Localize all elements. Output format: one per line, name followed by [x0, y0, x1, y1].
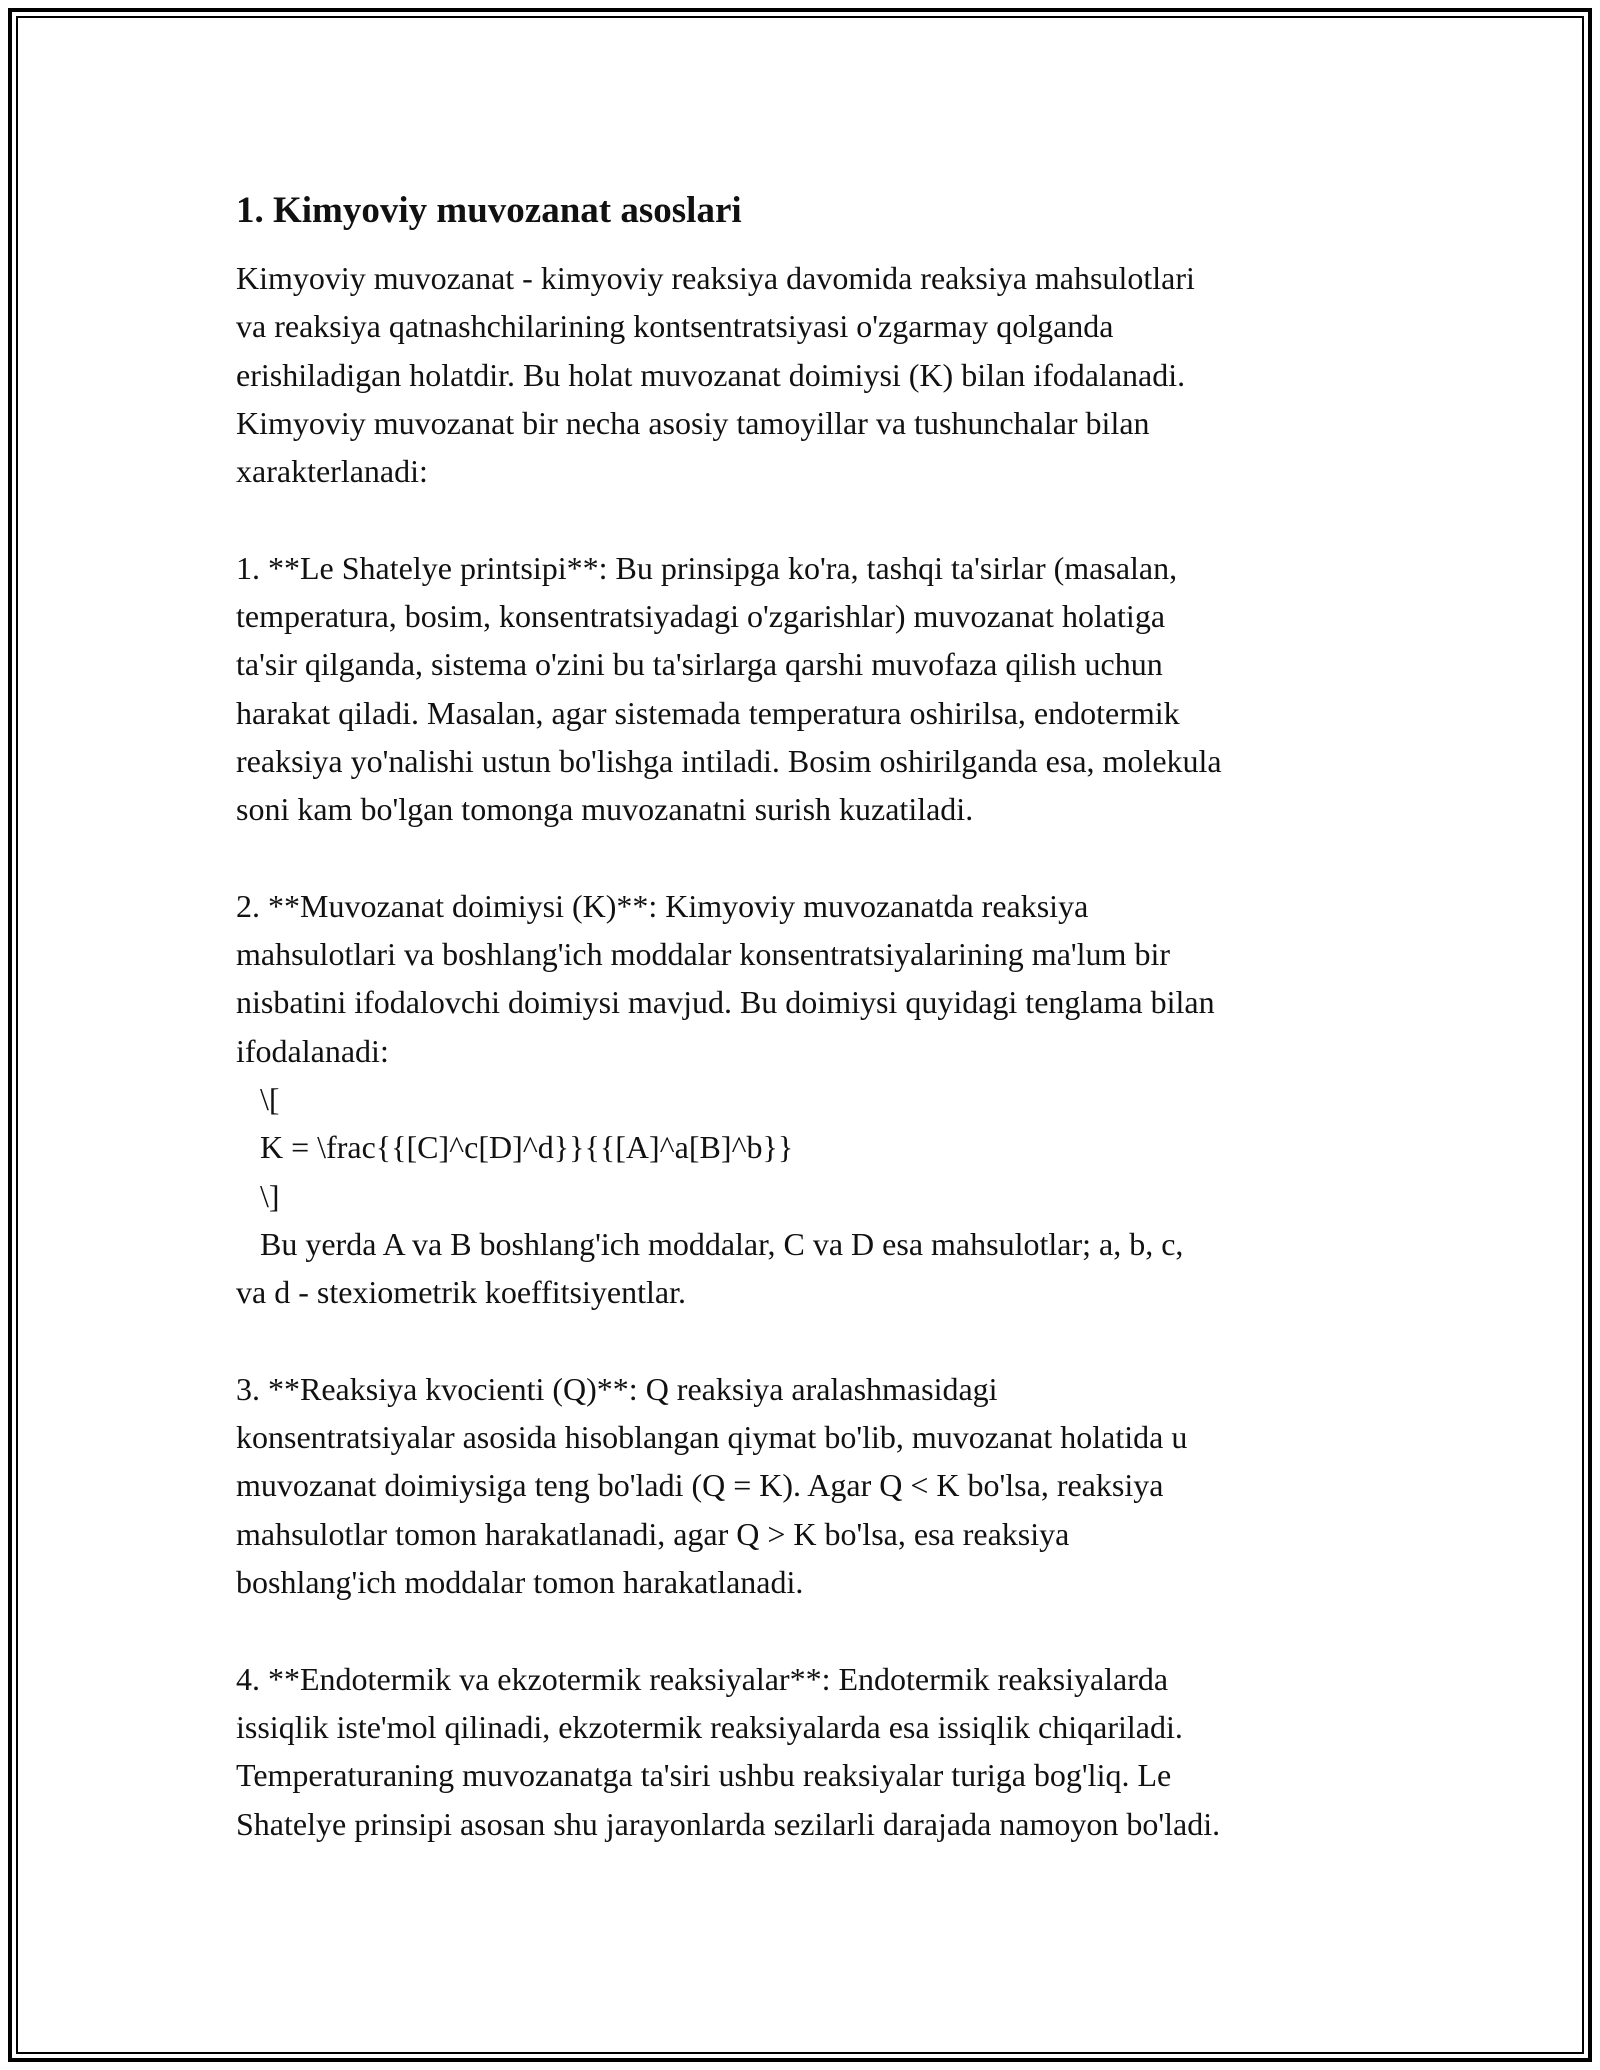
list-item-le-chatelier: [236, 544, 1376, 834]
text-line: Bu yerda A va B boshlang'ich moddalar, C va D esa mahsulotlar; a, b, c,: [236, 1225, 1184, 1262]
text-line: va reaksiya qatnashchilarining kontsentratsiyasi o'zgarmay qolganda: [236, 308, 1114, 345]
list-item-equilibrium-constant: [236, 882, 1376, 1317]
paragraph-gap: [236, 1317, 1376, 1365]
text-line: 4. **Endotermik va ekzotermik reaksiyalar**: Endotermik reaksiyalarda: [236, 1660, 1169, 1697]
formula-line: \[: [236, 1081, 280, 1118]
text-line: ta'sir qilganda, sistema o'zini bu ta'sirlarga qarshi muvofaza qilish uchun: [236, 646, 1163, 683]
text-line: Temperaturaning muvozanatga ta'siri ushbu reaksiyalar turiga bog'liq. Le: [236, 1757, 1172, 1794]
page-title: 1. Kimyoviy muvozanat asoslari: [236, 190, 742, 231]
document-body: [236, 186, 1376, 1848]
paragraph-gap: [236, 495, 1376, 543]
intro-paragraph: [236, 254, 1376, 495]
text-line: muvozanat doimiysiga teng bo'ladi (Q = K). Agar Q < K bo'lsa, reaksiya: [236, 1467, 1164, 1504]
text-line: Kimyoviy muvozanat - kimyoviy reaksiya davomida reaksiya mahsulotlari: [236, 260, 1195, 296]
text-line: va d - stexiometrik koeffitsiyentlar.: [236, 1274, 686, 1311]
paragraph-gap: [236, 834, 1376, 882]
list-item-endo-exothermic: [236, 1655, 1376, 1848]
formula-line: \]: [236, 1177, 280, 1214]
text-line: harakat qiladi. Masalan, agar sistemada temperatura oshirilsa, endotermik: [236, 694, 1180, 731]
text-line: temperatura, bosim, konsentratsiyadagi o'zgarishlar) muvozanat holatiga: [236, 598, 1166, 635]
text-line: 2. **Muvozanat doimiysi (K)**: Kimyoviy muvozanatda reaksiya: [236, 887, 1089, 924]
text-line: ifodalanadi:: [236, 1032, 389, 1069]
text-line: mahsulotlar tomon harakatlanadi, agar Q > K bo'lsa, esa reaksiya: [236, 1515, 1070, 1552]
text-line: soni kam bo'lgan tomonga muvozanatni surish kuzatiladi.: [236, 791, 974, 828]
formula-line: K = \frac{{[C]^c[D]^d}}{{[A]^a[B]^b}}: [236, 1129, 794, 1166]
text-line: boshlang'ich moddalar tomon harakatlanadi.: [236, 1564, 804, 1601]
text-line: mahsulotlari va boshlang'ich moddalar konsentratsiyalarining ma'lum bir: [236, 936, 1170, 973]
text-line: 3. **Reaksiya kvocienti (Q)**: Q reaksiya aralashmasidagi: [236, 1370, 998, 1407]
text-line: reaksiya yo'nalishi ustun bo'lishga intiladi. Bosim oshirilganda esa, molekula: [236, 742, 1222, 779]
text-line: konsentratsiyalar asosida hisoblangan qiymat bo'lib, muvozanat holatida u: [236, 1419, 1188, 1456]
list-item-reaction-quotient: [236, 1365, 1376, 1606]
text-line: issiqlik iste'mol qilinadi, ekzotermik reaksiyalarda esa issiqlik chiqariladi.: [236, 1708, 1183, 1745]
text-line: Shatelye prinsipi asosan shu jarayonlarda sezilarli darajada namoyon bo'ladi.: [236, 1805, 1221, 1842]
text-line: nisbatini ifodalovchi doimiysi mavjud. Bu doimiysi quyidagi tenglama bilan: [236, 984, 1215, 1021]
text-line: 1. **Le Shatelye printsipi**: Bu prinsipga ko'ra, tashqi ta'sirlar (masalan,: [236, 549, 1178, 586]
text-line: xarakterlanadi:: [236, 453, 428, 490]
text-line: Kimyoviy muvozanat bir necha asosiy tamoyillar va tushunchalar bilan: [236, 404, 1150, 441]
text-line: erishiladigan holatdir. Bu holat muvozanat doimiysi (K) bilan ifodalanadi.: [236, 356, 1186, 393]
paragraph-gap: [236, 1606, 1376, 1654]
